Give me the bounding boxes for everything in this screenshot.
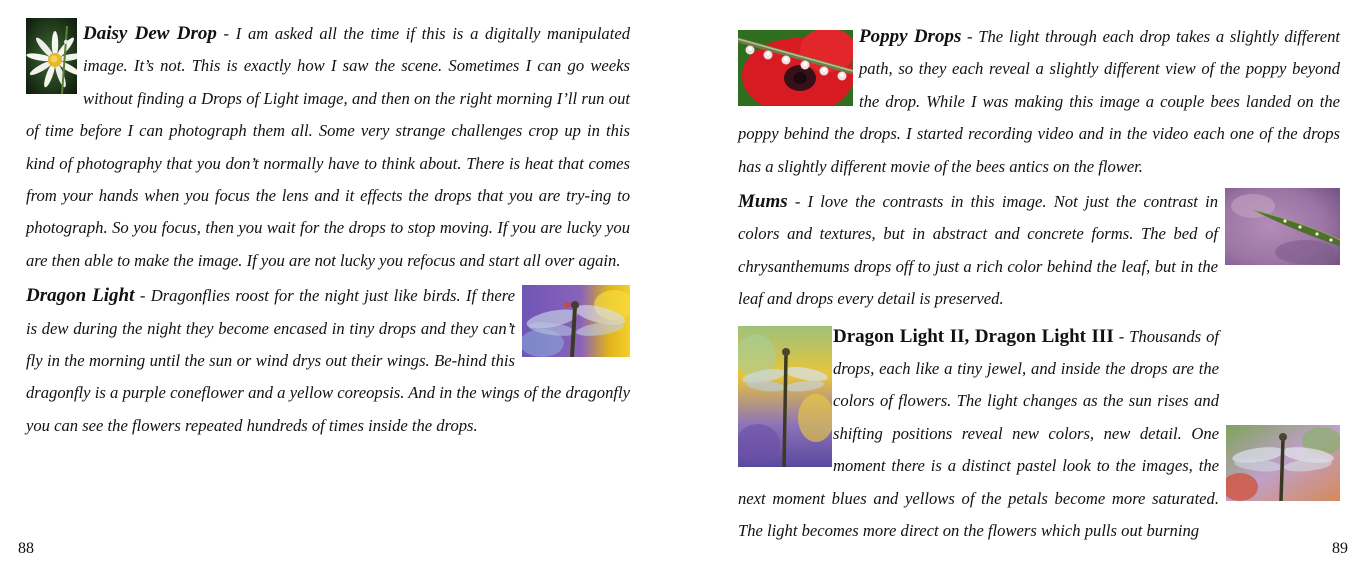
entry-body: - I am asked all the time if this is a digitally manipulated image. It’s not. This is exactly how I saw the scene. Sometimes I can go weeks without finding a Drops of Light image, and then on the right morning I’ll run out of time before I can photograph them all. Some very strange challenges crop up in this kind of photography that you don’t normally have to think about. There is heat that comes from your hands when you focus the lens and it effects the drops that you are try-ing to photograph. So you focus, then you wait for the drops to stop moving. If you are lucky you are then able to make the image. If you are not lucky you refocus and start all over again. — [26, 24, 630, 270]
entry-title: Daisy Dew Drop — [83, 23, 217, 44]
right-page — [684, 0, 1368, 576]
entry-body: - I love the contrasts in this image. Not just the contrast in colors and textures, but in abstract and concrete forms. The bed of chrysanthemums drops off to just a rich color behind the leaf, but in the leaf and drops every detail is preserved. — [738, 192, 1218, 309]
dragon-light-ii-photo — [738, 326, 832, 467]
entry-body: - The light through each drop takes a slightly different path, so they each reveal a slightly different view of the poppy beyond the drop. While I was making this image a couple bees landed on the poppy behind the drops. I started recording video and in the video each one of the drops has a slightly different movie of the bees antics on the flower. — [738, 27, 1340, 176]
entry-daisy-dew-drop — [26, 18, 630, 277]
right-text-column — [738, 21, 1340, 548]
entry-body: - Thousands of drops, each like a tiny jewel, and inside the drops are the colors of flowers. The light changes as the sun rises and shifting positions reveal new colors, new detail. One moment there is a distinct pastel look to the images, the next moment blues and yellows of the petals become more saturated. The light becomes more direct on the flowers which pulls out burning — [738, 326, 1219, 541]
dragon-light-iii-photo — [1226, 425, 1340, 501]
daisy-dew-drop-photo — [26, 18, 77, 94]
page-number: 89 — [1332, 540, 1348, 557]
entry-dragon-light-ii-iii — [738, 321, 1340, 548]
mums-photo — [1225, 188, 1340, 265]
entry-mums — [738, 186, 1340, 316]
poppy-drops-photo — [738, 30, 853, 106]
dragon-light-photo — [522, 285, 630, 357]
left-text-column — [26, 18, 630, 442]
entry-title: Dragon Light — [26, 285, 135, 307]
page-number: 88 — [18, 540, 34, 557]
entry-title: Poppy Drops — [859, 26, 962, 47]
entry-body: - Dragonflies roost for the night just like birds. If there is dew during the night they become encased in tiny drops and they can’t fly in the morning until the sun or wind drys out their wings. Be-hind this dragonfly is a purple coneflower and a yellow coreopsis. And in the wings of the dragonfly you can see the flowers repeated hundreds of times inside the drops. — [26, 286, 630, 435]
entry-title: Dragon Light II, Dragon Light III — [833, 325, 1114, 347]
entry-title: Mums — [738, 191, 788, 213]
entry-dragon-light — [26, 280, 630, 442]
entry-poppy-drops — [738, 21, 1340, 183]
